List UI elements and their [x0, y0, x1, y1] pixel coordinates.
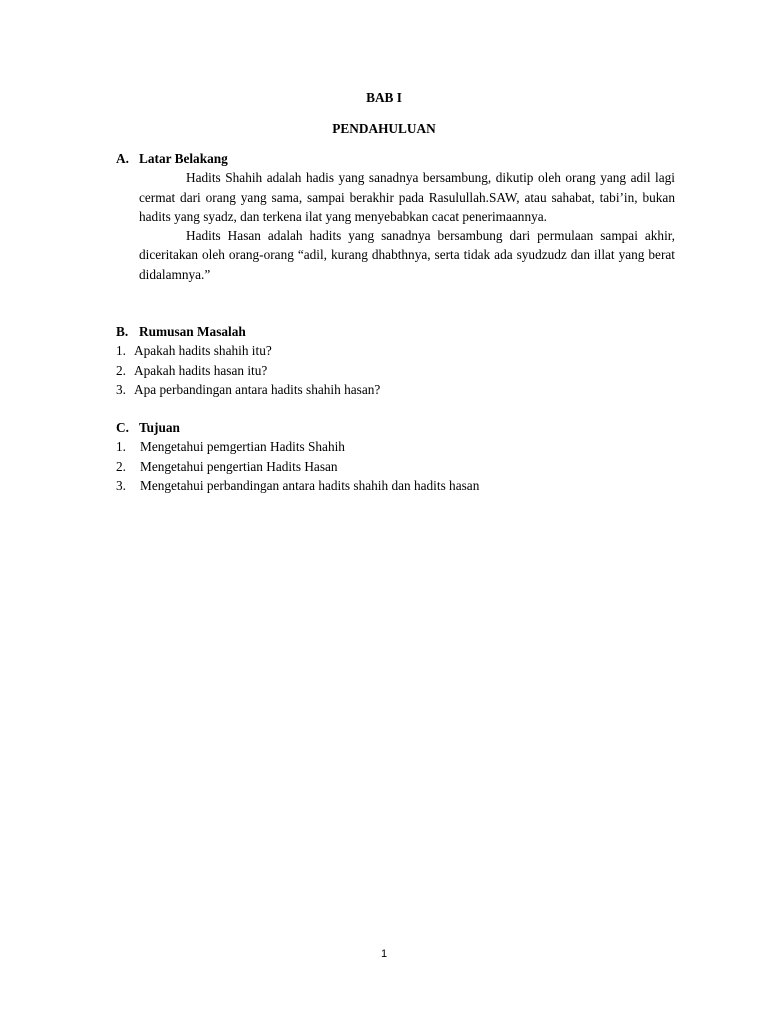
section-letter: A. [116, 151, 129, 166]
list-number: 1. [116, 343, 126, 359]
section-title: Rumusan Masalah [139, 324, 246, 339]
question-list [116, 341, 675, 399]
list-number: 2. [116, 458, 126, 474]
paragraph: Hadits Shahih adalah hadis yang sanadnya bersambung, dikutip oleh orang yang adil lagi cermat dari orang yang sama, sampai berakhir pada Rasulullah.SAW, atau sahabat, tabi’in, bukan hadits yang syadz, dan terkena ilat yang menyebabkan cacat penerimaannya. [139, 170, 675, 224]
chapter-subtitle: PENDAHULUAN [332, 121, 436, 136]
list-item [116, 341, 675, 360]
list-item [116, 457, 675, 476]
list-number: 1. [116, 439, 126, 455]
list-text: Mengetahui perbandingan antara hadits shahih dan hadits hasan [140, 477, 480, 493]
section-letter: B. [116, 324, 129, 339]
goal-list [116, 437, 675, 495]
section-title: Latar Belakang [139, 151, 228, 166]
section-latar-belakang [116, 149, 675, 284]
list-text: Apakah hadits shahih itu? [134, 343, 272, 359]
section-heading [116, 418, 675, 437]
list-item [116, 380, 675, 399]
list-item [116, 476, 675, 495]
paragraph: Hadits Hasan adalah hadits yang sanadnya bersambung dari permulaan sampai akhir, diceritakan oleh orang-orang “adil, kurang dhabthnya, serta tidak ada syudzudz dan illat yang berat didalamnya.” [139, 228, 675, 282]
section-heading [116, 322, 675, 341]
section-tujuan [116, 418, 675, 495]
list-number: 3. [116, 477, 126, 493]
page-number: 1 [380, 948, 388, 960]
section-title: Tujuan [139, 420, 180, 435]
list-item [116, 437, 675, 456]
list-text: Mengetahui pengertian Hadits Hasan [140, 458, 338, 474]
list-number: 3. [116, 381, 126, 397]
section-rumusan-masalah [116, 322, 675, 399]
list-number: 2. [116, 362, 126, 378]
chapter-title: BAB I [366, 90, 402, 105]
section-heading [116, 149, 675, 168]
list-text: Apakah hadits hasan itu? [134, 362, 268, 378]
section-body [139, 168, 675, 284]
list-text: Mengetahui pemgertian Hadits Shahih [140, 439, 345, 455]
list-item [116, 361, 675, 380]
section-letter: C. [116, 420, 129, 435]
list-text: Apa perbandingan antara hadits shahih hasan? [134, 381, 381, 397]
